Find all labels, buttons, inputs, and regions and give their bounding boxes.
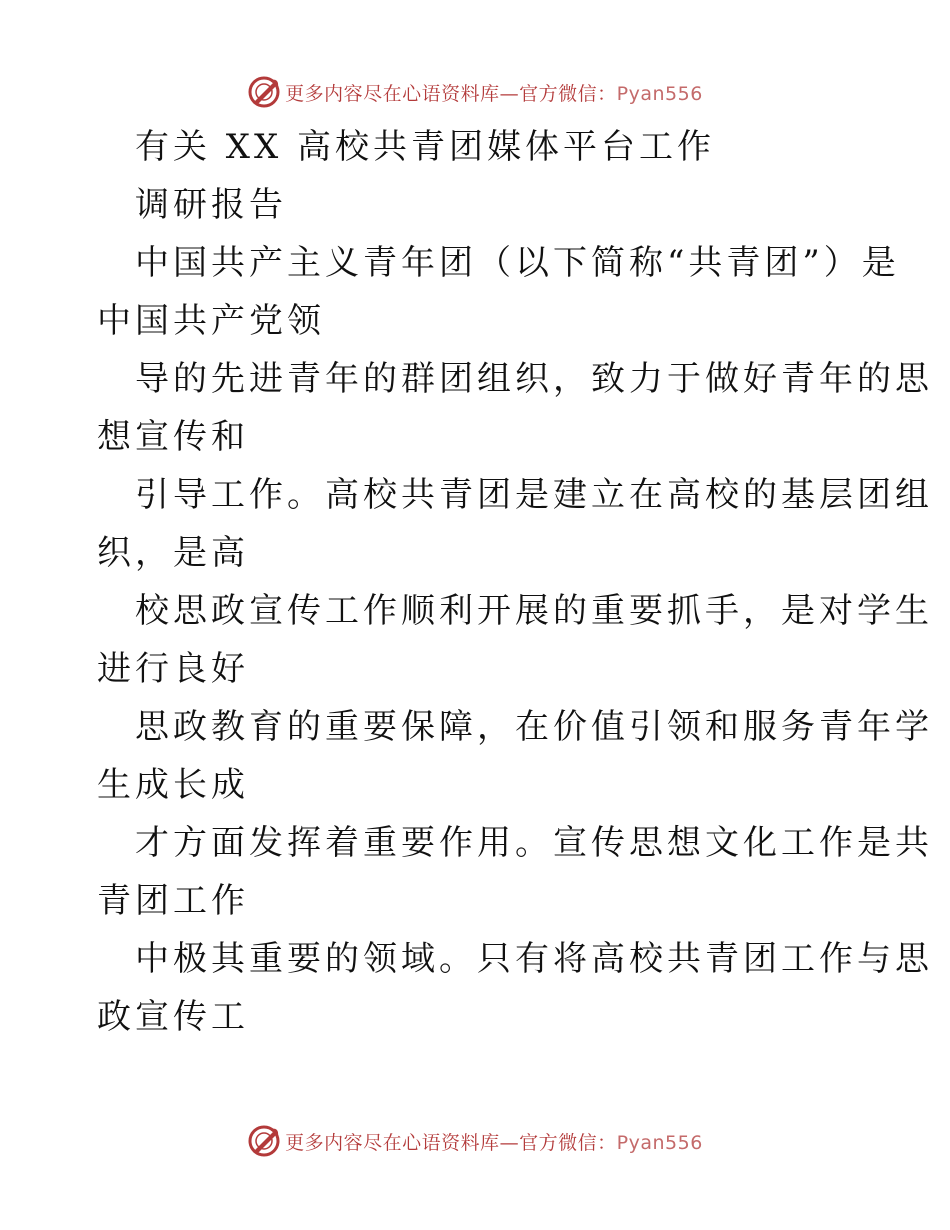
paragraph-line: 生成长成 bbox=[97, 765, 249, 805]
quill-pen-logo-icon bbox=[247, 1124, 281, 1158]
paragraph-line: 校思政宣传工作顺利开展的重要抓手，是对学生 bbox=[135, 591, 933, 631]
paragraph-line: 导的先进青年的群团组织，致力于做好青年的思 bbox=[135, 359, 933, 399]
paragraph-line: 进行良好 bbox=[97, 649, 249, 689]
paragraph-line: 想宣传和 bbox=[97, 417, 249, 457]
watermark-text bbox=[285, 1128, 703, 1155]
watermark-wechat-id: Pyan556 bbox=[616, 82, 703, 105]
paragraph-line: 织，是高 bbox=[97, 533, 249, 573]
paragraph-line: 中国共产主义青年团（以下简称“共青团”）是 bbox=[135, 243, 900, 283]
paragraph-line: 中国共产党领 bbox=[97, 301, 325, 341]
watermark-label: 更多内容尽在心语资料库—官方微信： bbox=[285, 82, 617, 105]
paragraph-line: 才方面发挥着重要作用。宣传思想文化工作是共 bbox=[135, 823, 933, 863]
document-body bbox=[97, 118, 933, 1046]
header-watermark bbox=[0, 72, 950, 112]
watermark-wechat-id: Pyan556 bbox=[616, 1131, 703, 1154]
footer-watermark bbox=[0, 1121, 950, 1161]
paragraph-line: 中极其重要的领域。只有将高校共青团工作与思 bbox=[135, 939, 933, 979]
quill-pen-logo-icon bbox=[247, 75, 281, 109]
watermark-label: 更多内容尽在心语资料库—官方微信： bbox=[285, 1131, 617, 1154]
paragraph-line: 思政教育的重要保障，在价值引领和服务青年学 bbox=[135, 707, 933, 747]
paragraph-line: 引导工作。高校共青团是建立在高校的基层团组 bbox=[135, 475, 933, 515]
watermark-text bbox=[285, 79, 703, 106]
document-title-line: 有关 XX 高校共青团媒体平台工作 bbox=[135, 127, 716, 167]
paragraph-line: 调研报告 bbox=[135, 185, 287, 225]
paragraph-line: 政宣传工 bbox=[97, 997, 249, 1037]
paragraph-line: 青团工作 bbox=[97, 881, 249, 921]
